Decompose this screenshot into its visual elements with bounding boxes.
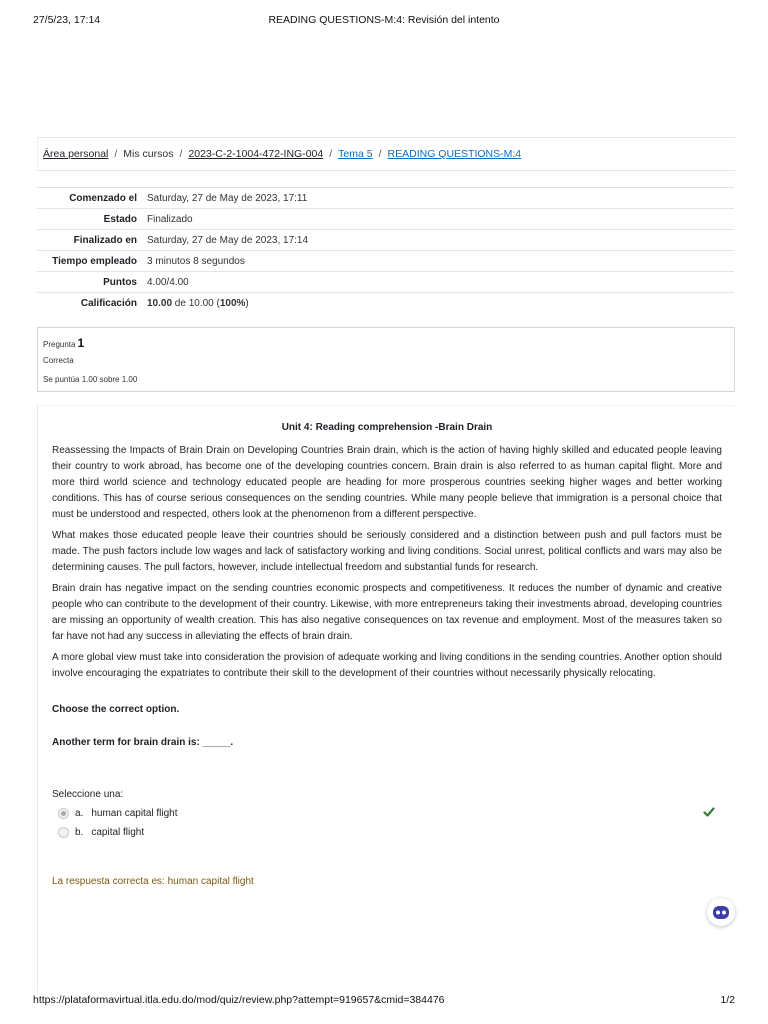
summary-label: Comenzado el <box>69 193 137 204</box>
summary-row-finished <box>37 230 734 251</box>
chat-button[interactable] <box>707 898 735 926</box>
grade-out-of: de 10.00 ( <box>172 298 220 309</box>
summary-row-state <box>37 209 734 230</box>
breadcrumb-my-courses: Mis cursos <box>123 148 174 160</box>
grade-close: ) <box>245 298 249 309</box>
option-letter: a. <box>75 808 84 820</box>
summary-value: 4.00/4.00 <box>147 277 189 288</box>
summary-value: Saturday, 27 de May de 2023, 17:11 <box>147 193 308 204</box>
summary-value: 3 minutos 8 segundos <box>147 256 245 267</box>
reading-paragraph: Reassessing the Impacts of Brain Drain on Developing Countries Brain drain, which is the action of having highly skilled and educated people leaving their country to work abroad, has become one of the developing countries concern. Brain drain is also referred to as human capital flight. More and more third world science and technology educated people are heading for more prosperous countries seeking higher wages and better working conditions. This has of course serious consequences on the sending countries. While many people believe that immigration is a personal choice that must be understood and respected, others look at the phenomenon from a different perspective. <box>52 445 722 520</box>
question-state: Correcta <box>43 356 74 365</box>
summary-value: Finalizado <box>147 214 193 225</box>
print-header <box>33 14 735 34</box>
summary-row-grade <box>37 293 734 314</box>
breadcrumb-separator: / <box>179 148 183 160</box>
question-content <box>37 405 734 991</box>
print-url: https://plataformavirtual.itla.edu.do/mod/quiz/review.php?attempt=919657&cmid=384476 <box>33 994 445 1006</box>
grade-percent: 100% <box>219 298 246 309</box>
reading-heading: Unit 4: Reading comprehension -Brain Drain <box>281 422 493 433</box>
question-prefix: Pregunta <box>43 340 76 349</box>
print-page-number: 1/2 <box>720 994 735 1006</box>
summary-label: Calificación <box>80 298 137 309</box>
answer-option-b[interactable] <box>58 827 144 843</box>
option-text: capital flight <box>91 827 145 839</box>
question-grade: Se puntúa 1.00 sobre 1.00 <box>43 375 138 384</box>
summary-label: Finalizado en <box>73 235 137 246</box>
reading-paragraph: What makes those educated people leave their countries should be seriously considered and a distinction between push and pull factors must be made. The push factors include low wages and lack of satisfactory working and living conditions. Social unrest, political conflicts and wars may also be determining causes. The pull factors, however, include intellectual freedom and substantial funds for research. <box>52 530 722 573</box>
breadcrumb-topic-link[interactable]: Tema 5 <box>338 148 373 160</box>
print-title: READING QUESTIONS-M:4: Revisión del intento <box>268 14 500 26</box>
print-date: 27/5/23, 17:14 <box>33 14 101 26</box>
radio-button-selected[interactable] <box>58 808 69 819</box>
breadcrumb-bar <box>37 137 735 171</box>
chat-icon <box>707 898 735 926</box>
question-number-value: 1 <box>77 336 85 350</box>
answer-prompt: Seleccione una: <box>52 789 124 800</box>
correct-answer-feedback: La respuesta correcta es: human capital flight <box>52 876 254 887</box>
answer-option-a[interactable] <box>58 808 178 824</box>
summary-label: Estado <box>103 214 137 225</box>
summary-value <box>142 293 734 314</box>
summary-label: Puntos <box>103 277 137 288</box>
option-text: human capital flight <box>91 808 178 820</box>
reading-paragraph: Brain drain has negative impact on the sending countries economic prospects and competitiveness. It reduces the number of dynamic and creative people who can contribute to the development of their country. Likewise, with more entrepreneurs taking their investments abroad, developing countries are missing an opportunity of wealth creation. This has also negative consequences on tax revenue and employment. Most of the measures taken so far have not had any success in alleviating the effects of brain drain. <box>52 583 722 642</box>
summary-value: Saturday, 27 de May de 2023, 17:14 <box>147 235 309 246</box>
breadcrumb-quiz-link[interactable]: READING QUESTIONS-M:4 <box>387 148 522 160</box>
summary-row-time-taken <box>37 251 734 272</box>
question-number <box>43 336 84 350</box>
summary-row-started <box>37 188 734 209</box>
question-info-box <box>37 327 735 392</box>
option-letter: b. <box>75 827 84 839</box>
breadcrumb-separator: / <box>378 148 382 160</box>
breadcrumb-separator: / <box>329 148 333 160</box>
summary-row-marks <box>37 272 734 293</box>
reading-paragraph: A more global view must take into consideration the provision of adequate working and living conditions in the sending countries. Another option should involve encouraging the expatriates to contribute their skill to the development of their countries without necessarily physically relocating. <box>52 652 722 679</box>
breadcrumb <box>43 148 521 160</box>
breadcrumb-home-link[interactable]: Área personal <box>43 148 109 160</box>
question-instruction: Choose the correct option. <box>52 704 180 715</box>
summary-label: Tiempo empleado <box>52 256 137 267</box>
radio-button[interactable] <box>58 827 69 838</box>
check-icon <box>703 806 715 818</box>
attempt-summary-table <box>37 187 734 313</box>
question-stem: Another term for brain drain is: _____. <box>52 737 234 748</box>
breadcrumb-course-link[interactable]: 2023-C-2-1004-472-ING-004 <box>188 148 324 160</box>
grade-score: 10.00 <box>147 298 173 309</box>
breadcrumb-separator: / <box>114 148 118 160</box>
question-text <box>52 420 722 756</box>
